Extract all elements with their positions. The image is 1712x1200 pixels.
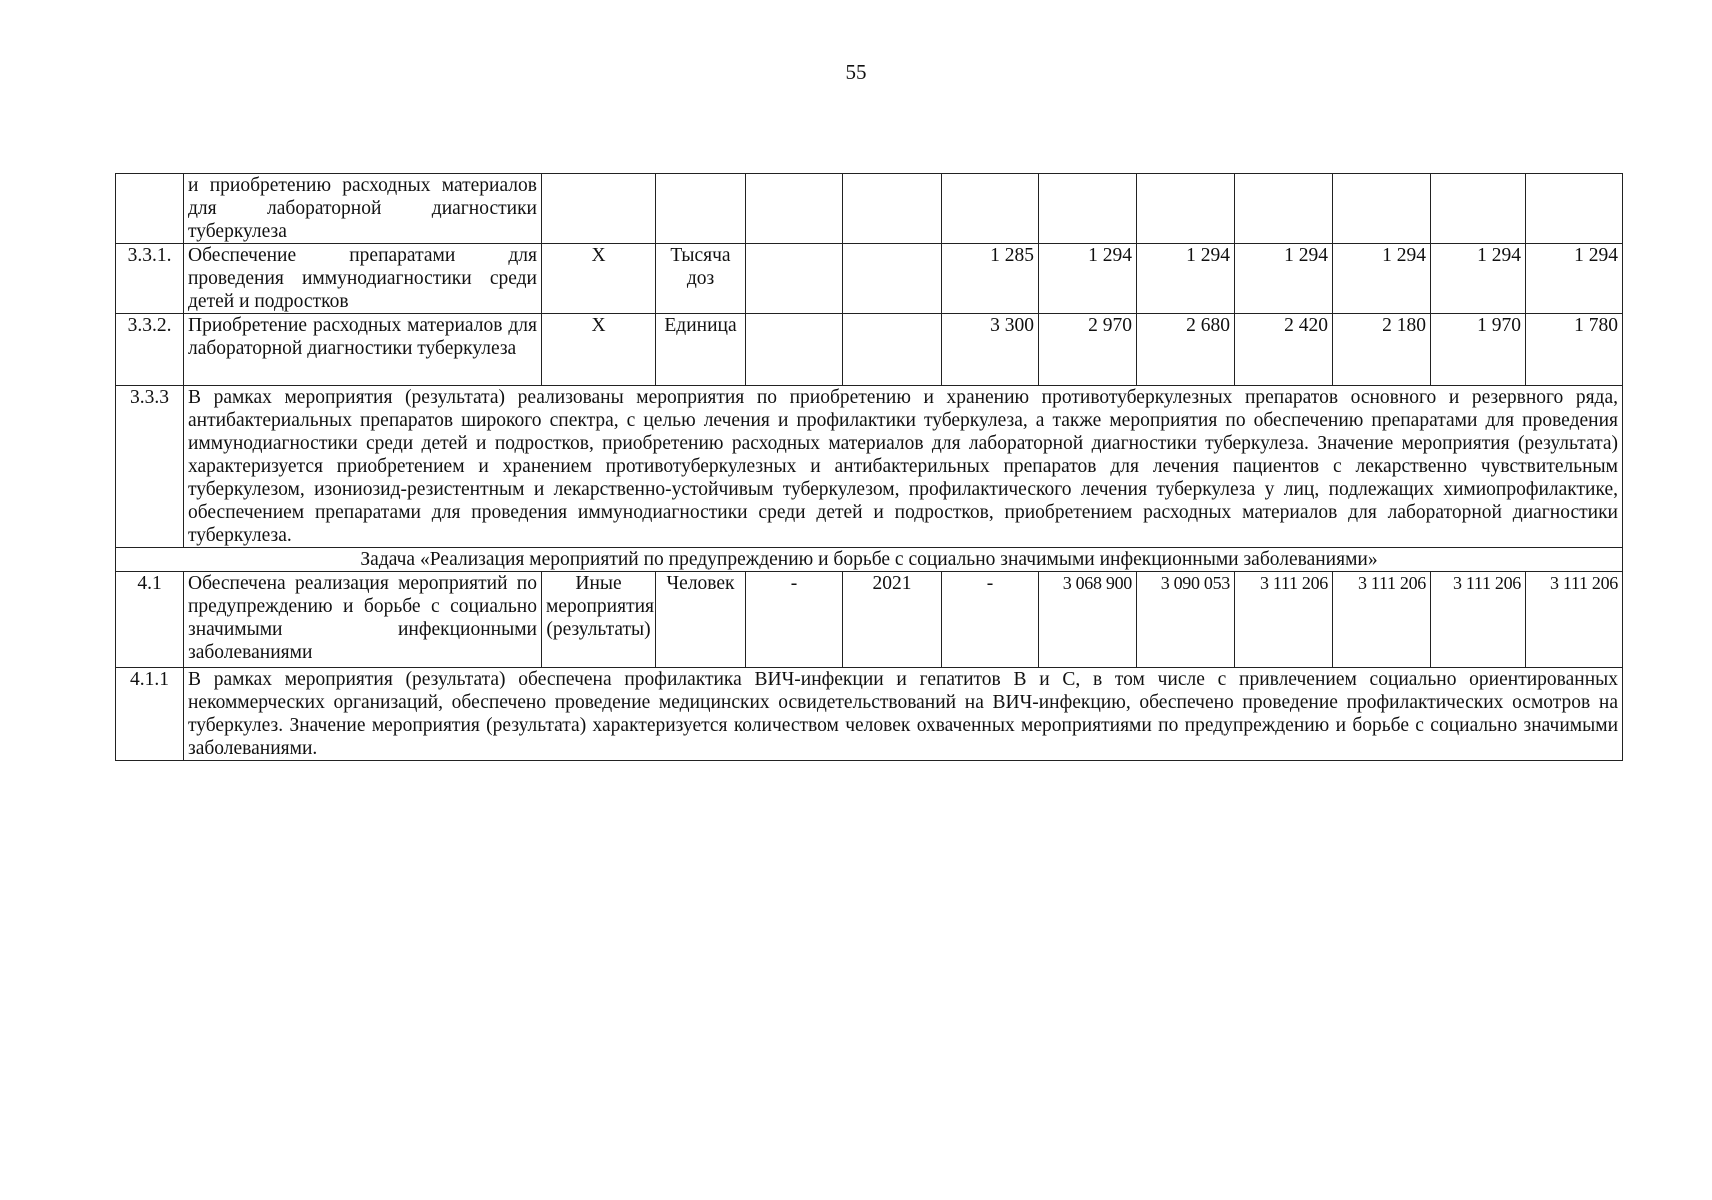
value-cell: 1 780	[1526, 314, 1623, 386]
value-cell: 3 300	[942, 314, 1039, 386]
row-type-cell: Х	[542, 244, 656, 314]
page-number: 55	[845, 60, 867, 84]
table-row-4-1-1	[116, 668, 1623, 761]
indicators-table	[115, 173, 1623, 761]
row-unit-cell: Человек	[656, 572, 746, 668]
value-cell: 1 294	[1137, 244, 1235, 314]
row-unit-cell: Единица	[656, 314, 746, 386]
value-cell: 1 294	[1235, 244, 1333, 314]
row-id-cell: 3.3.1.	[116, 244, 184, 314]
row-base-value-cell: -	[746, 572, 843, 668]
value-cell: 3 111 206	[1431, 572, 1526, 668]
row-description-cell: В рамках мероприятия (результата) обеспечена профилактика ВИЧ-инфекции и гепатитов В и С, в том числе с привлечением социально ориентированных некоммерческих организаций, обеспечено проведение медицинских освидетельствований на ВИЧ-инфекцию, обеспечено проведение профилактических осмотров на туберкулез. Значение мероприятия (результата) характеризуется количеством человек охваченных мероприятиями по предупреждению и борьбе с социально значимыми заболеваниями.	[184, 668, 1623, 761]
table-row-3-3-2	[116, 314, 1623, 386]
row-type-cell: Иные мероприятия (результаты)	[542, 572, 656, 668]
table-row-3-3-1	[116, 244, 1623, 314]
table-row-4-1	[116, 572, 1623, 668]
value-cell: 1 294	[1039, 244, 1137, 314]
row-base-year-cell	[843, 314, 942, 386]
row-unit-cell: Тысяча доз	[656, 244, 746, 314]
value-cell: 3 111 206	[1526, 572, 1623, 668]
value-cell: 3 111 206	[1235, 572, 1333, 668]
value-cell: 3 111 206	[1333, 572, 1431, 668]
value-cell: 2 180	[1333, 314, 1431, 386]
value-cell: 1 285	[942, 244, 1039, 314]
row-name-cell: Обеспечена реализация мероприятий по предупреждению и борьбе с социально значимыми инфекционными заболеваниями	[184, 572, 542, 668]
row-base-value-cell	[746, 314, 843, 386]
value-cell: 3 090 053	[1137, 572, 1235, 668]
row-name-cell: Приобретение расходных материалов для лабораторной диагностики туберкулеза	[184, 314, 542, 386]
value-cell: 2 680	[1137, 314, 1235, 386]
table-row-3-3-3	[116, 386, 1623, 548]
value-cell: 1 970	[1431, 314, 1526, 386]
row-id-cell: 4.1	[116, 572, 184, 668]
row-id-cell: 4.1.1	[116, 668, 184, 761]
row-id-cell: 3.3.2.	[116, 314, 184, 386]
value-cell: 1 294	[1333, 244, 1431, 314]
row-type-cell: Х	[542, 314, 656, 386]
row-id-cell	[116, 174, 184, 244]
row-id-cell: 3.3.3	[116, 386, 184, 548]
row-base-value-cell	[746, 244, 843, 314]
value-cell: 1 294	[1431, 244, 1526, 314]
row-description-cell: В рамках мероприятия (результата) реализованы мероприятия по приобретению и хранению противотуберкулезных препаратов основного и резервного ряда, антибактериальных препаратов широкого спектра, с целью лечения и профилактики туберкулеза, а также мероприятия по обеспечению препаратами для проведения иммунодиагностики среди детей и подростков, приобретению расходных материалов для лабораторной диагностики туберкулеза. Значение мероприятия (результата) характеризуется приобретением и хранением противотуберкулезных и антибактерильных препаратов для лечения пациентов с лекарственно чувствительным туберкулезом, изониозид-резистентным и лекарственно-устойчивым туберкулезом, профилактического лечения туберкулеза у лиц, подлежащих химиопрофилактике, обеспечением препаратами для проведения иммунодиагностики среди детей и подростков, приобретением расходных материалов для лабораторной диагностики туберкулеза.	[184, 386, 1623, 548]
value-cell: 3 068 900	[1039, 572, 1137, 668]
task-heading: Задача «Реализация мероприятий по предупреждению и борьбе с социально значимыми инфекционными заболеваниями»	[116, 548, 1623, 572]
value-cell: 2 970	[1039, 314, 1137, 386]
row-base-year-cell: 2021	[843, 572, 942, 668]
value-cell: -	[942, 572, 1039, 668]
row-name-cell: и приобретению расходных материалов для лабораторной диагностики туберкулеза	[184, 174, 542, 244]
row-base-year-cell	[843, 244, 942, 314]
value-cell: 2 420	[1235, 314, 1333, 386]
table-row-continuation	[116, 174, 1623, 244]
row-name-cell: Обеспечение препаратами для проведения иммунодиагностики среди детей и подростков	[184, 244, 542, 314]
value-cell: 1 294	[1526, 244, 1623, 314]
table-row-task	[116, 548, 1623, 572]
